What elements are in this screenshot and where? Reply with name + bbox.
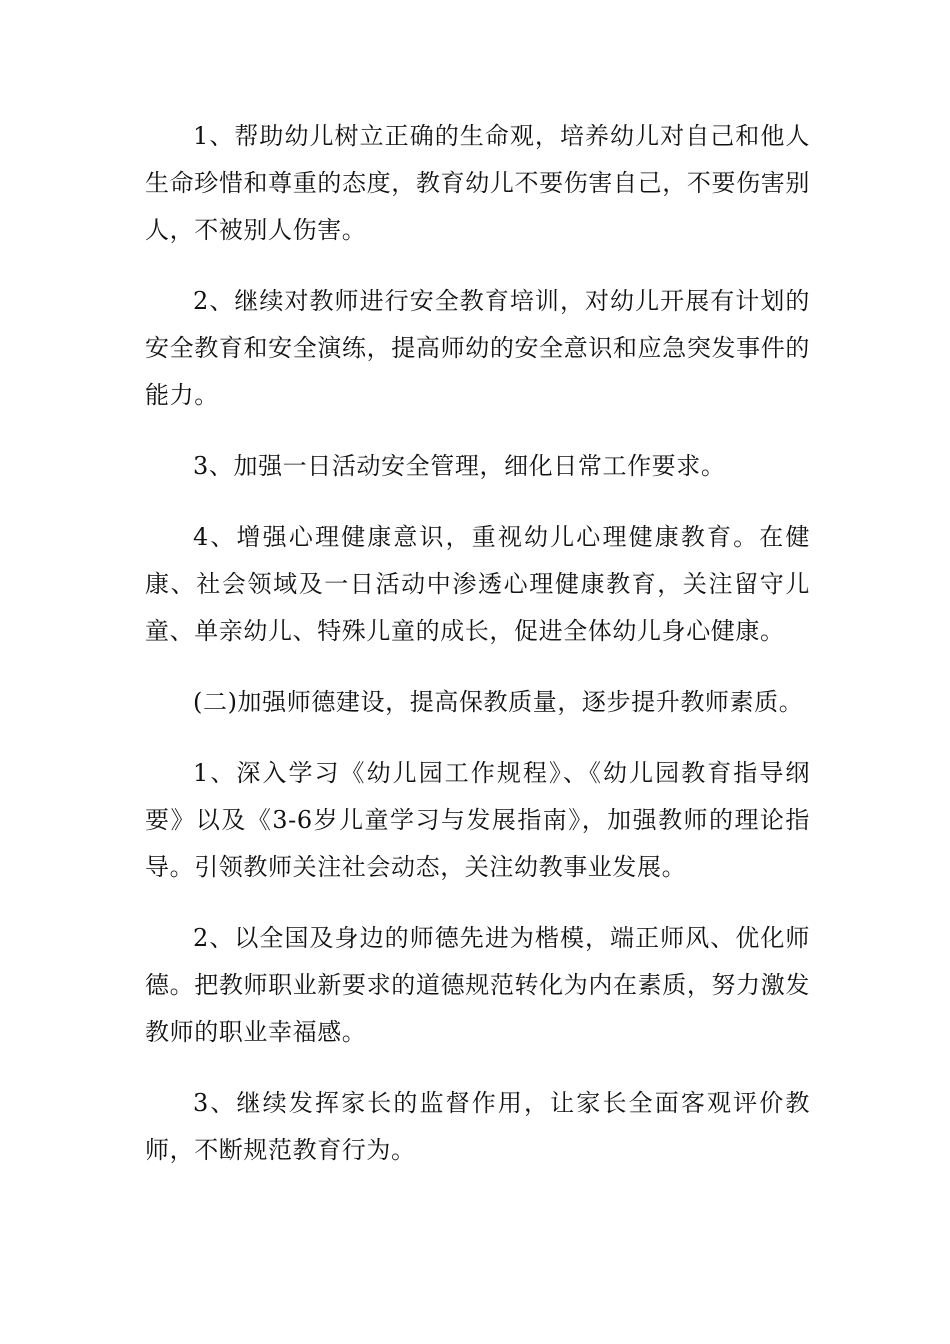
- paragraph-4: 4、增强心理健康意识，重视幼儿心理健康教育。在健康、社会领域及一日活动中渗透心理健康教育，关注留守儿童、单亲幼儿、特殊儿童的成长，促进全体幼儿身心健康。: [145, 523, 810, 645]
- document-body: [145, 113, 810, 1198]
- paragraph-5: 1、深入学习《幼儿园工作规程》、《幼儿园教育指导纲要》以及《3-6岁儿童学习与发展指南》，加强教师的理论指导。引领教师关注社会动态，关注幼教事业发展。: [145, 759, 810, 881]
- paragraph-1: 1、帮助幼儿树立正确的生命观，培养幼儿对自己和他人生命珍惜和尊重的态度，教育幼儿不要伤害自己，不要伤害别人，不被别人伤害。: [145, 122, 810, 244]
- paragraph-7: 3、继续发挥家长的监督作用，让家长全面客观评价教师，不断规范教育行为。: [145, 1089, 810, 1164]
- paragraph-6: 2、以全国及身边的师德先进为楷模，端正师风、优化师德。把教师职业新要求的道德规范转化为内在素质，努力激发教师的职业幸福感。: [145, 924, 810, 1046]
- paragraph-2: 2、继续对教师进行安全教育培训，对幼儿开展有计划的安全教育和安全演练，提高师幼的安全意识和应急突发事件的能力。: [145, 287, 810, 409]
- paragraph-3: 3、加强一日活动安全管理，细化日常工作要求。: [193, 452, 726, 480]
- section-heading: (二)加强师德建设，提高保教质量，逐步提升教师素质。: [193, 688, 804, 716]
